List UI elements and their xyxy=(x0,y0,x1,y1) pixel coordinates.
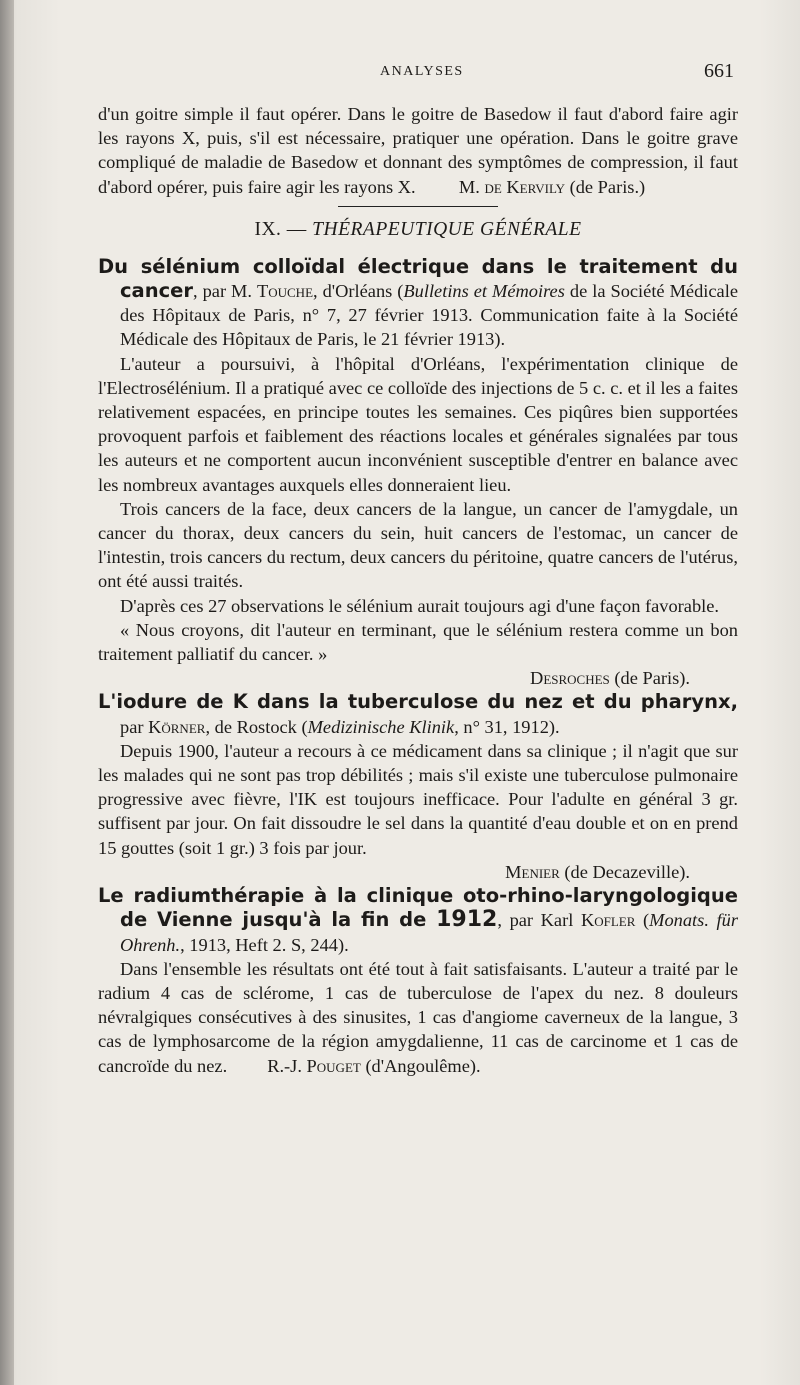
journal-title: Monats. für Ohrenh. xyxy=(120,910,738,955)
article-paragraph: Trois cancers de la face, deux cancers de la langue, un cancer de l'amygdale, un cancer du thorax, deux cancers du sein, huit cancers de l'estomac, un cancer de l'intestin, trois cancers du rectum, deux cancers du péritoine, quatre cancers de l'utérus, ont été aussi traités. xyxy=(98,498,738,592)
article-signature: Desroches (de Paris). xyxy=(530,668,690,689)
article-headline: Du sélénium colloïdal électrique dans le traitement du cancer xyxy=(98,254,738,303)
article-selenium xyxy=(98,255,738,691)
intro-text: d'un goitre simple il faut opérer. Dans le goitre de Basedow il faut d'abord faire agir les rayons X, puis, s'il est nécessaire, pratiquer une opération. Dans le goitre grave compliqué de maladie de Basedow et donnant des symptômes de compression, il faut d'abord opérer, puis faire agir les rayons X. xyxy=(98,104,738,197)
intro-signature: M. de Kervily (de Paris.) xyxy=(458,176,646,197)
article-paragraph: D'après ces 27 observations le sélénium aurait toujours agi d'une façon favorable. xyxy=(120,595,720,616)
section-number: IX. — xyxy=(254,218,307,240)
article-signature: Menier (de Decazeville). xyxy=(505,861,690,882)
article-signature: R.-J. Pouget (d'Angoulême). xyxy=(267,1055,481,1076)
article-author: Körner xyxy=(148,716,206,737)
article-iodure xyxy=(98,690,738,884)
running-head: ANALYSES xyxy=(380,64,464,79)
section-title: THÉRAPEUTIQUE GÉNÉRALE xyxy=(312,218,582,240)
article-heading: Du sélénium colloïdal électrique dans le traitement du cancer, par M. Touche, d'Orléans (Bulletins et Mémoires de la Société Médicale des Hôpitaux de Paris, n° 7, 27 février 1913. Communication faite à la Société Médicale des Hôpitaux de Paris, le 21 février 1913). xyxy=(98,254,738,350)
article-paragraph: Depuis 1900, l'auteur a recours à ce médicament dans sa clinique ; il n'agit que sur les malades qui ne sont pas trop débilités ; mais s'il existe une tuberculose pulmonaire progressive avec fièvre, l'IK est toujours inefficace. Pour l'adulte en général 3 gr. suffisent par jour. On fait dissoudre le sel dans la quantité d'eau double et on en prend 15 gouttes (soit 1 gr.) 3 fois par jour. xyxy=(98,740,738,858)
article-paragraph: « Nous croyons, dit l'auteur en terminant, que le sélénium restera comme un bon traitement palliatif du cancer. » xyxy=(98,619,738,665)
intro-signature-name: de Kervily xyxy=(484,176,565,197)
article-paragraph: L'auteur a poursuivi, à l'hôpital d'Orléans, l'expérimentation clinique de l'Electrosélénium. Il a pratiqué avec ce colloïde des injections de 5 c. c. et il les a faites relativement espacées, en principe toutes les semaines. Ces piqûres bien supportées provoquent parfois et faiblement des réactions locales et générales signalées par tous les auteurs et ne comportent aucun inconvénient susceptible d'entrer en balance avec les nombreux avantages auxquels elles donneraient lieu. xyxy=(98,353,738,495)
intro-paragraph xyxy=(98,102,738,199)
page-body xyxy=(98,102,738,1078)
article-radium xyxy=(98,884,738,1078)
article-headline: L'iodure de K dans la tuberculose du nez et du pharynx, xyxy=(98,690,738,714)
page-number: 661 xyxy=(704,60,734,82)
article-author: Touche xyxy=(257,281,314,302)
section-heading xyxy=(98,217,738,243)
article-paragraph: Dans l'ensemble les résultats ont été tout à fait satisfaisants. L'auteur a traité par le radium 4 cas de sclérome, 1 cas de tuberculose de l'apex du nez. 8 douleurs névralgiques consécutives à des sinusites, 1 cas d'angiome caverneux de la langue, 3 cas de lymphosarcome de la région amygdalienne, 11 cas de carcinome et 1 cas de cancroïde du nez. R.-J. Pouget (d'Angoulême). xyxy=(98,958,738,1076)
page-header xyxy=(0,60,800,90)
article-heading: L'iodure de K dans la tuberculose du nez et du pharynx, par Körner, de Rostock (Medizinische Klinik, n° 31, 1912). xyxy=(98,690,738,737)
journal-title: Bulletins et Mémoires xyxy=(403,281,565,302)
article-author: Kofler xyxy=(580,910,636,931)
article-heading: Le radiumthérapie à la clinique oto-rhino-laryngologique de Vienne jusqu'à la fin de 1912, par Karl Kofler (Monats. für Ohrenh., 1913, Heft 2. S, 244). xyxy=(98,884,738,955)
journal-title: Medizinische Klinik xyxy=(307,716,455,737)
section-rule xyxy=(338,206,498,207)
book-spine-shadow xyxy=(0,0,14,1385)
article-headline: Le radiumthérapie à la clinique oto-rhino-laryngologique de Vienne jusqu'à la fin de 1912 xyxy=(98,884,738,933)
